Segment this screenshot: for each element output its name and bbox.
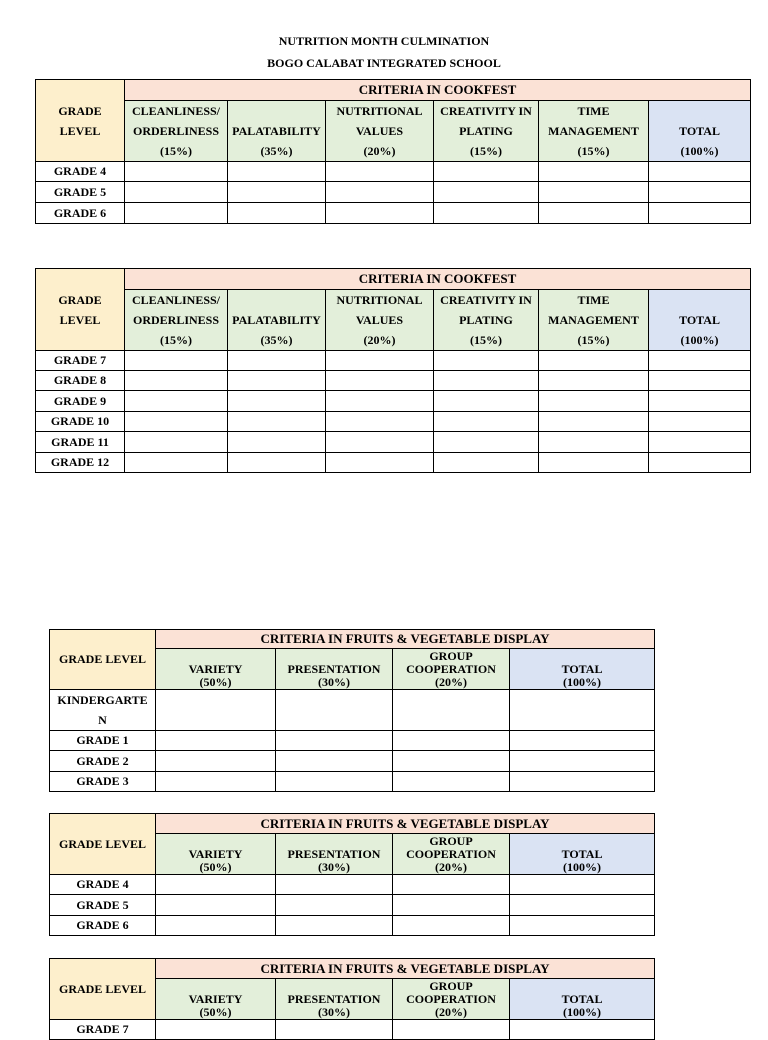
grade-label: GRADE 5 <box>50 895 156 916</box>
score-cell[interactable] <box>649 182 751 203</box>
score-cell[interactable] <box>539 412 649 432</box>
score-cell[interactable] <box>156 690 276 731</box>
col-creativity-plating: CREATIVITY IN PLATING (15%) <box>434 101 539 162</box>
score-cell[interactable] <box>276 690 393 731</box>
score-cell[interactable] <box>326 453 434 473</box>
col-total: TOTAL (100%) <box>649 101 751 162</box>
table-row <box>36 203 751 224</box>
score-cell[interactable] <box>434 453 539 473</box>
table-row <box>50 751 655 772</box>
score-cell[interactable] <box>434 432 539 453</box>
score-cell[interactable] <box>649 391 751 412</box>
table-row <box>50 1020 655 1040</box>
score-cell[interactable] <box>539 162 649 182</box>
score-cell[interactable] <box>649 351 751 371</box>
score-cell[interactable] <box>326 371 434 391</box>
score-cell[interactable] <box>326 351 434 371</box>
score-cell[interactable] <box>510 1020 655 1040</box>
col-total: TOTAL (100%) <box>510 834 655 875</box>
score-cell[interactable] <box>393 690 510 731</box>
score-cell[interactable] <box>649 162 751 182</box>
col-cleanliness: CLEANLINESS/ ORDERLINESS (15%) <box>125 101 228 162</box>
score-cell[interactable] <box>276 1020 393 1040</box>
col-time-management: TIME MANAGEMENT (15%) <box>539 101 649 162</box>
grade-label: GRADE 6 <box>50 916 156 936</box>
col-presentation: PRESENTATION (30%) <box>276 834 393 875</box>
fruits-table-3 <box>49 958 655 1040</box>
criteria-title: CRITERIA IN FRUITS & VEGETABLE DISPLAY <box>156 814 655 834</box>
school-name: BOGO CALABAT INTEGRATED SCHOOL <box>267 56 501 70</box>
cookfest-table-2 <box>35 268 751 473</box>
grade-level-header: GRADE LEVEL <box>50 630 156 690</box>
score-cell[interactable] <box>125 391 228 412</box>
grade-label: GRADE 9 <box>36 391 125 412</box>
table-row <box>50 875 655 895</box>
table-row <box>50 731 655 751</box>
score-cell[interactable] <box>326 182 434 203</box>
score-cell[interactable] <box>434 162 539 182</box>
score-cell[interactable] <box>393 731 510 751</box>
col-presentation: PRESENTATION (30%) <box>276 979 393 1020</box>
score-cell[interactable] <box>276 772 393 792</box>
document-title: NUTRITION MONTH CULMINATION <box>278 34 490 48</box>
col-group-cooperation: GROUP COOPERATION (20%) <box>393 834 510 875</box>
table-row <box>36 391 751 412</box>
score-cell[interactable] <box>326 412 434 432</box>
score-cell[interactable] <box>276 751 393 772</box>
score-cell[interactable] <box>649 453 751 473</box>
score-cell[interactable] <box>125 203 228 224</box>
score-cell[interactable] <box>510 875 655 895</box>
score-cell[interactable] <box>156 731 276 751</box>
grade-label: GRADE 4 <box>36 162 125 182</box>
grade-label: GRADE 12 <box>36 453 125 473</box>
grade-level-header: GRADE LEVEL <box>36 269 125 351</box>
table-row <box>36 162 751 182</box>
col-nutritional-values: NUTRITIONAL VALUES (20%) <box>326 290 434 351</box>
score-cell[interactable] <box>125 432 228 453</box>
grade-level-header: GRADE LEVEL <box>36 80 125 162</box>
col-palatability: PALATABILITY (35%) <box>228 101 326 162</box>
table-row <box>36 351 751 371</box>
grade-label: KINDERGARTE N <box>50 690 156 731</box>
score-cell[interactable] <box>228 391 326 412</box>
criteria-title: CRITERIA IN FRUITS & VEGETABLE DISPLAY <box>156 959 655 979</box>
score-cell[interactable] <box>228 203 326 224</box>
col-group-cooperation: GROUP COOPERATION (20%) <box>393 979 510 1020</box>
score-cell[interactable] <box>510 916 655 936</box>
score-cell[interactable] <box>276 731 393 751</box>
score-cell[interactable] <box>228 182 326 203</box>
score-cell[interactable] <box>434 391 539 412</box>
score-cell[interactable] <box>276 916 393 936</box>
grade-label: GRADE 2 <box>50 751 156 772</box>
table-row <box>36 371 751 391</box>
score-cell[interactable] <box>156 1020 276 1040</box>
grade-label: GRADE 4 <box>50 875 156 895</box>
score-cell[interactable] <box>539 453 649 473</box>
col-variety: VARIETY (50%) <box>156 649 276 690</box>
table-row <box>50 916 655 936</box>
table-row <box>36 432 751 453</box>
score-cell[interactable] <box>125 412 228 432</box>
score-cell[interactable] <box>539 371 649 391</box>
col-group-cooperation: GROUP COOPERATION (20%) <box>393 649 510 690</box>
criteria-title: CRITERIA IN COOKFEST <box>125 269 751 290</box>
score-cell[interactable] <box>393 751 510 772</box>
score-cell[interactable] <box>510 690 655 731</box>
score-cell[interactable] <box>434 203 539 224</box>
score-cell[interactable] <box>434 412 539 432</box>
score-cell[interactable] <box>156 772 276 792</box>
score-cell[interactable] <box>156 875 276 895</box>
score-cell[interactable] <box>539 391 649 412</box>
table-row <box>50 895 655 916</box>
score-cell[interactable] <box>326 203 434 224</box>
table-row <box>50 772 655 792</box>
score-cell[interactable] <box>228 432 326 453</box>
score-cell[interactable] <box>326 162 434 182</box>
criteria-title: CRITERIA IN FRUITS & VEGETABLE DISPLAY <box>156 630 655 649</box>
score-cell[interactable] <box>393 875 510 895</box>
grade-label: GRADE 5 <box>36 182 125 203</box>
score-cell[interactable] <box>649 432 751 453</box>
score-cell[interactable] <box>228 453 326 473</box>
score-cell[interactable] <box>539 182 649 203</box>
score-cell[interactable] <box>228 412 326 432</box>
col-creativity-plating: CREATIVITY IN PLATING (15%) <box>434 290 539 351</box>
table-row <box>36 412 751 432</box>
table-row <box>36 453 751 473</box>
cookfest-table-1 <box>35 79 751 224</box>
score-cell[interactable] <box>510 751 655 772</box>
score-cell[interactable] <box>125 453 228 473</box>
criteria-title: CRITERIA IN COOKFEST <box>125 80 751 101</box>
grade-label: GRADE 10 <box>36 412 125 432</box>
table-row <box>50 690 655 731</box>
col-palatability: PALATABILITY (35%) <box>228 290 326 351</box>
col-time-management: TIME MANAGEMENT (15%) <box>539 290 649 351</box>
col-variety: VARIETY (50%) <box>156 979 276 1020</box>
col-total: TOTAL (100%) <box>510 649 655 690</box>
score-cell[interactable] <box>510 772 655 792</box>
score-cell[interactable] <box>539 432 649 453</box>
grade-level-header: GRADE LEVEL <box>50 814 156 875</box>
col-nutritional-values: NUTRITIONAL VALUES (20%) <box>326 101 434 162</box>
table-row <box>36 182 751 203</box>
score-cell[interactable] <box>434 182 539 203</box>
score-cell[interactable] <box>125 162 228 182</box>
grade-label: GRADE 6 <box>36 203 125 224</box>
col-cleanliness: CLEANLINESS/ ORDERLINESS (15%) <box>125 290 228 351</box>
grade-label: GRADE 7 <box>50 1020 156 1040</box>
score-cell[interactable] <box>125 182 228 203</box>
score-cell[interactable] <box>326 432 434 453</box>
score-cell[interactable] <box>393 772 510 792</box>
grade-label: GRADE 3 <box>50 772 156 792</box>
score-cell[interactable] <box>539 203 649 224</box>
col-total: TOTAL (100%) <box>649 290 751 351</box>
score-cell[interactable] <box>434 371 539 391</box>
score-cell[interactable] <box>228 351 326 371</box>
score-cell[interactable] <box>434 351 539 371</box>
score-cell[interactable] <box>649 412 751 432</box>
score-cell[interactable] <box>393 1020 510 1040</box>
col-variety: VARIETY (50%) <box>156 834 276 875</box>
fruits-table-1 <box>49 629 655 792</box>
score-cell[interactable] <box>228 162 326 182</box>
grade-level-header: GRADE LEVEL <box>50 959 156 1020</box>
grade-label: GRADE 11 <box>36 432 125 453</box>
score-cell[interactable] <box>393 916 510 936</box>
score-cell[interactable] <box>125 371 228 391</box>
grade-label: GRADE 8 <box>36 371 125 391</box>
score-cell[interactable] <box>393 895 510 916</box>
score-cell[interactable] <box>326 391 434 412</box>
score-cell[interactable] <box>228 371 326 391</box>
score-cell[interactable] <box>649 203 751 224</box>
score-cell[interactable] <box>156 751 276 772</box>
grade-label: GRADE 1 <box>50 731 156 751</box>
col-total: TOTAL (100%) <box>510 979 655 1020</box>
score-cell[interactable] <box>510 731 655 751</box>
col-presentation: PRESENTATION (30%) <box>276 649 393 690</box>
score-cell[interactable] <box>276 875 393 895</box>
grade-label: GRADE 7 <box>36 351 125 371</box>
score-cell[interactable] <box>510 895 655 916</box>
score-cell[interactable] <box>539 351 649 371</box>
score-cell[interactable] <box>125 351 228 371</box>
score-cell[interactable] <box>276 895 393 916</box>
fruits-table-2 <box>49 813 655 936</box>
score-cell[interactable] <box>156 916 276 936</box>
score-cell[interactable] <box>649 371 751 391</box>
score-cell[interactable] <box>156 895 276 916</box>
